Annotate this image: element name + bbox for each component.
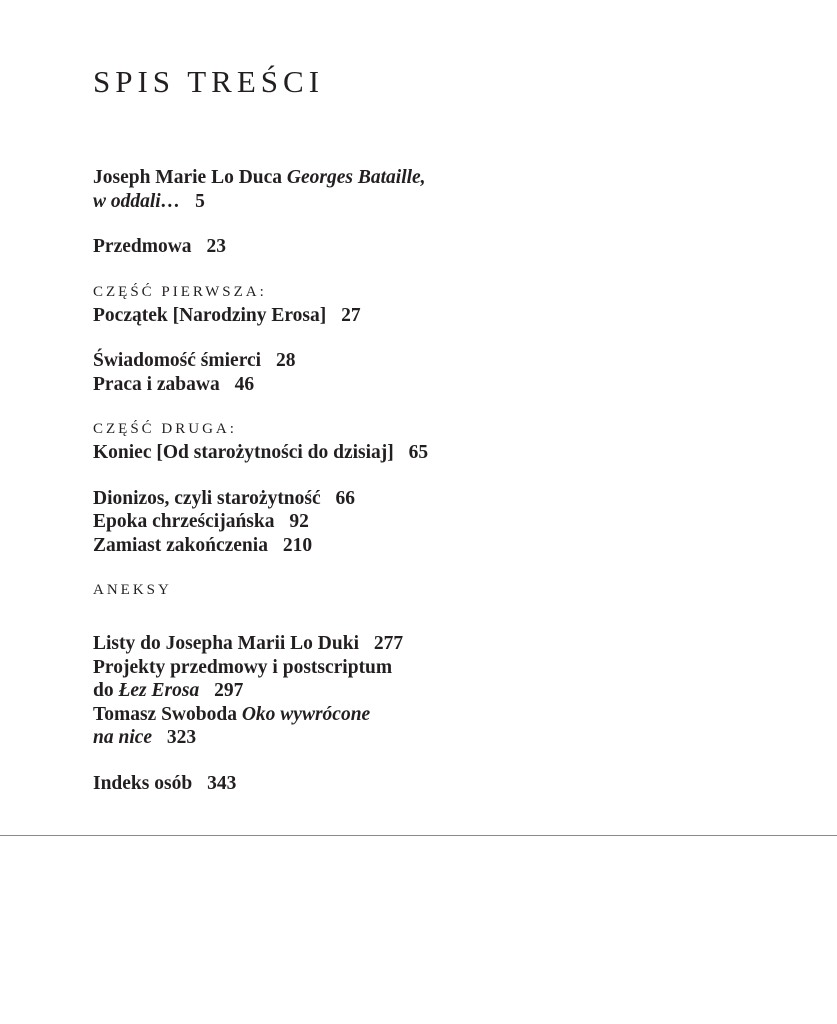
part-label: CZĘŚĆ DRUGA:	[93, 421, 237, 437]
toc-entry-continued	[93, 726, 653, 750]
appendix-label: ANEKSY	[93, 582, 172, 598]
toc-entry	[93, 703, 653, 727]
page-number: 66	[335, 487, 356, 509]
toc-appendix-entries	[93, 632, 653, 750]
page-number: 27	[341, 304, 361, 326]
page-number: 277	[373, 633, 404, 654]
page-number: 297	[214, 680, 244, 701]
entry-title: Georges Bataille,	[286, 167, 426, 188]
toc-entry	[93, 632, 653, 656]
entry-title-italic: Łez Erosa	[118, 680, 200, 701]
toc-entry-przedmowa	[93, 235, 653, 259]
entry-title: Przedmowa	[93, 236, 192, 257]
page-edge-divider	[0, 835, 837, 836]
page-number: 23	[206, 236, 226, 257]
toc-appendix-header	[93, 579, 653, 602]
toc-entry	[93, 487, 653, 511]
page-number: 28	[275, 350, 296, 371]
entry-title: Zamiast zakończenia	[93, 534, 268, 556]
page-number: 210	[282, 534, 313, 556]
entry-title-continued: na nice	[93, 727, 153, 748]
toc-entry	[93, 534, 653, 558]
page-number: 343	[207, 772, 237, 794]
entry-title-continued: w oddali…	[93, 190, 181, 212]
toc-entry	[93, 510, 653, 534]
entry-title: Oko wywrócone	[241, 703, 371, 725]
toc-entry	[93, 349, 653, 373]
entry-title: Świadomość śmierci	[93, 350, 262, 371]
page-number: 65	[408, 442, 429, 463]
toc-entry	[93, 656, 653, 680]
page-number: 5	[195, 190, 205, 212]
page-number: 92	[289, 511, 309, 532]
toc-entry-lo-duca	[93, 166, 653, 213]
toc-entry	[93, 373, 653, 397]
toc-part-one	[93, 281, 653, 328]
entry-author: Joseph Marie Lo Duca	[93, 167, 283, 188]
toc-entry-indeks	[93, 772, 653, 796]
entry-title: Praca i zabawa	[93, 373, 220, 395]
part-label: CZĘŚĆ PIERWSZA:	[93, 283, 267, 300]
entry-author: Tomasz Swoboda	[93, 703, 237, 725]
part-heading: Koniec [Od starożytności do dzisiaj]	[93, 442, 394, 463]
table-of-contents	[93, 166, 653, 817]
entry-title: Epoka chrześcijańska	[93, 511, 275, 532]
part-heading: Początek [Narodziny Erosa]	[93, 304, 327, 326]
entry-title-prefix: do	[93, 680, 114, 701]
entry-title: Indeks osób	[93, 772, 193, 794]
entry-title: Dionizos, czyli starożytność	[93, 487, 321, 509]
toc-part-two	[93, 418, 653, 465]
toc-entry-continued	[93, 679, 653, 703]
page-number: 323	[166, 727, 197, 748]
entry-title: Listy do Josepha Marii Lo Duki	[93, 633, 360, 654]
entry-title: Projekty przedmowy i postscriptum	[93, 656, 393, 678]
toc-part-two-chapters	[93, 487, 653, 558]
page-number: 46	[234, 373, 255, 395]
toc-part-one-chapters	[93, 349, 653, 396]
page-title: SPIS TREŚCI	[93, 64, 325, 99]
